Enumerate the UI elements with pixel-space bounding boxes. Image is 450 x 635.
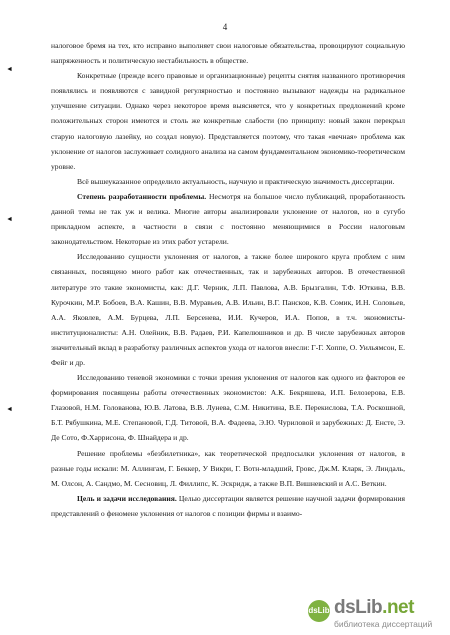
- page-number: 4: [222, 22, 228, 32]
- dslib-logo-icon: dsLib: [308, 600, 330, 622]
- document-body: [51, 38, 405, 521]
- paragraph: Всё вышеуказанное определило актуальность, научную и практическую значимость диссертации.: [77, 176, 395, 186]
- paragraph: налоговое бремя на тех, кто исправно выполняет свои налоговые обязательства, провоцируют социальную напряженность и политическую нестабильность в обществе.: [51, 41, 405, 66]
- margin-arrow-icon: ◄: [6, 405, 13, 413]
- margin-arrow-icon: ◄: [6, 65, 13, 73]
- section-heading: Цель и задачи исследования.: [77, 493, 177, 503]
- watermark-subtitle: библиотека диссертаций: [334, 619, 433, 629]
- paragraph: Решение проблемы «безбилетника», как теоретической предпосылки уклонения от налогов, в разные годы искали: М. Аллингам, Г. Беккер, У Викри, Г. Вотн-младший, Гровс, Дж.М. Кларк, Э. Линдаль, М. Олсон, А. Сандмо, М. Сесновиц, Л. Филлипс, К. Эскридж, а также В.П. Вишневский и А.С. Веткин.: [51, 448, 405, 488]
- dslib-watermark: [300, 590, 450, 635]
- watermark-title: dsLib.net: [334, 597, 414, 618]
- paragraph: Конкретные (прежде всего правовые и организационные) рецепты снятия названного противоречия появлялись и появляются с завидной регулярностью и постоянно вызывают надежды на радикальное улучшение ситуации. Однако через некоторое время выясняется, что у конкретных предложений кроме положительных сторон имеются и столь же конкретные слабости (по принципу: новый закон перекрыл старую налоговую лазейку, но создал новую). Представляется поэтому, что такая «вечная» проблема как уклонение от налогов заслуживает солидного анализа на самом фундаментальном экономико-теоретическом уровне.: [51, 71, 405, 171]
- margin-arrow-icon: ◄: [6, 215, 13, 223]
- paragraph: Исследованию сущности уклонения от налогов, а также более широкого круга проблем с ним связанных, посвящено много работ как отечественных, так и зарубежных авторов. В отечественной литературе это такие экономисты, как: Д.Г. Черник, Л.П. Павлова, А.В. Брызгалин, Т.Ф. Юткина, В.В. Курочкин, М.Р. Бобоев, В.А. Кашин, В.В. Муравьев, А.В. Ильин, В.Г. Пансков, К.В. Сомик, И.Н. Соловьев, А.А. Яковлев, А.М. Бурцева, Л.П. Берсенева, И.И. Кучеров, И.А. Попов, в т.ч. экономисты-институционалисты: А.Н. Олейник, В.В. Радаев, Р.И. Капелюшников и др. В числе зарубежных авторов значительный вклад в разработку различных аспектов ухода от налогов внесли: Г-Г. Хоппе, О. Уильямсон, Е. Фейг и др.: [51, 252, 405, 367]
- paragraph: Цель и задачи исследования. Целью диссертации является решение научной задачи формирования представлений о феномене уклонения от налогов с позиции фирмы и взаимо-: [51, 493, 405, 518]
- section-heading: Степень разработанности проблемы.: [77, 191, 207, 201]
- paragraph: Степень разработанности проблемы. Несмотря на большое число публикаций, проработанность данной темы не так уж и велика. Многие авторы анализировали уклонение от налогов, но в сугубо прикладном аспекте, в частности в связи с постоянно меняющимися в России налоговым законодательством. Некоторые из этих работ устарели.: [51, 191, 405, 247]
- paragraph: Исследованию теневой экономики с точки зрения уклонения от налогов как одного из факторов ее формирования посвящены работы отечественных экономистов: А.К. Бекряшева, И.П. Белозерова, Е.В. Глазовой, Н.М. Голованова, Ю.В. Латова, В.В. Лунева, С.М. Никитина, В.Е. Перекислова, Т.А. Роскошной, Б.Т. Рябушкина, М.Е. Степановой, Г.Д. Титовой, В.А. Фадеева, Э.Ю. Чуриловой и зарубежных: Д. Енсте, Э. Де Сото, Ф.Харрисона, Ф. Шнайдера и др.: [51, 373, 405, 443]
